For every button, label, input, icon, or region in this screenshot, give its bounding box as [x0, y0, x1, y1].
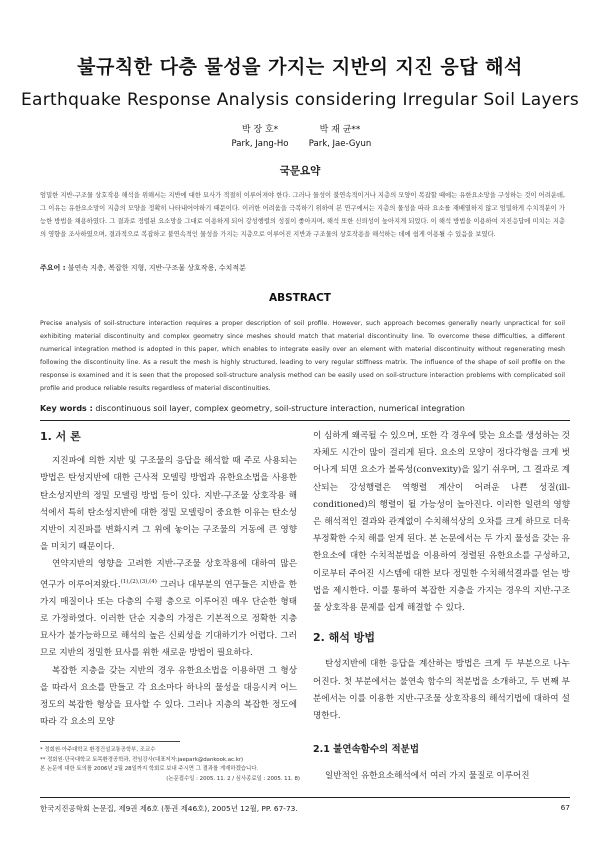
left-column — [40, 428, 297, 731]
method-heading: 2. 해석 방법 — [313, 631, 375, 645]
page-number: 67 — [560, 803, 570, 812]
korean-keywords-list: 불연속 지층, 복잡한 지형, 지반-구조물 상호작용, 수치적분 — [67, 264, 246, 272]
footnote-3: 본 논문에 대한 토의를 2006년 2월 28일까지 학회로 보내 주시면 그 결과를 게재하겠습니다. — [40, 766, 259, 772]
korean-keywords-label: 주요어 : — [40, 264, 66, 272]
english-keywords — [40, 404, 570, 413]
korean-abstract-body: 엄밀한 지반-구조물 상호작용 해석을 위해서는 지반에 대한 묘사가 적절히 이루어져야 한다. 그러나 물성이 불연속적이거나 지층의 모양이 복잡할 때에는 유한요소망을 구성하는 것이 어려운데, 그 이유는 유한요소망이 지층의 모양을 정확히 나타내어야하기 때문이다. 이러한 어려움을 극복하기 위하여 본 연구에서는 지층의 물성을 따라 요소를 재배열하지 않고 엄밀하게 수치적분이 가능한 방법을 채용하였다. 그 결과로 정렬된 요소망을 그대로 이용하게 되어 강성행렬의 성질이 좋아지며, 해석 또한 신뢰성이 높아지게 되었다. 이 해석 방법을 이용하여 지진응답에 미치는 지층의 영향을 조사하였으며, 결과적으로 복잡하고 불연속적인 물성을 가지는 지층으로 이루어진 지반과 구조물의 상호작용을 해석하는 데에 쉽게 이용될 수 있음을 보였다. — [40, 192, 565, 238]
english-keywords-list: discontinuous soil layer, complex geometry, soil-structure interaction, numerical integration — [95, 404, 465, 413]
english-keywords-label: Key words : — [40, 404, 93, 413]
journal-citation: 한국지진공학회 논문집, 제9권 제6호 (통권 제46호), 2005년 12월, PP. 67-73. — [40, 804, 298, 813]
keywords-divider — [40, 420, 570, 421]
footer-divider — [40, 797, 570, 798]
korean-abstract-heading: 국문요약 — [279, 165, 321, 177]
introduction-heading: 1. 서 론 — [40, 430, 81, 443]
footnote-2: ** 정회원·단국대학교 토목환경공학과, 전임강사(대표저자:jaepark@dankook.ac.kr) — [40, 756, 244, 763]
intro-paragraph-2-text-b: 그러나 대부분의 연구들은 지반을 한 가지 매질이나 또는 다층의 수평 층으로 이루어진 매우 단순한 형태로 가정하였다. 이러한 단순 지층의 가정은 기본적으로 정확한 지층 묘사가 불가능하므로 해석의 높은 신뢰성을 기대하기가 어렵다. 그러므로 지반의 정밀한 묘사를 위한 새로운 방법이 필요하다. — [40, 579, 297, 659]
intro-paragraph-2 — [40, 556, 297, 662]
author-2 — [295, 122, 385, 149]
footnote-divider — [40, 741, 180, 742]
intro-paragraph-2-text-a: 연약지반의 영향을 고려한 지반-구조물 상호작용에 대하여 많은 연구가 이루어져왔다. — [40, 559, 297, 590]
intro-paragraph-3: 복잡한 지층을 갖는 지반의 경우 유한요소법을 이용하면 그 형상을 따라서 요소를 만들고 각 요소마다 하나의 물성을 대응시켜 어느 정도의 복잡한 형상을 묘사할 수 있다. 그러나 지층의 복잡한 정도에 따라 각 요소의 모양 — [40, 665, 297, 728]
method-paragraph-1: 탄성지반에 대한 응답을 계산하는 방법은 크게 두 부분으로 나누어진다. 첫 부분에서는 불연속 함수의 적분법을 소개하고, 두 번째 부분에서는 이를 이용한 지반-구조물 상호작용의 해석기법에 대하여 설명한다. — [313, 659, 570, 722]
right-paragraph-1: 이 심하게 왜곡될 수 있으며, 또한 각 경우에 맞는 요소를 생성하는 것 자체도 시간이 많이 걸리게 된다. 요소의 모양이 정다각형을 크게 벗어나게 되면 요소가 볼록성(convexity)을 잃기 쉬우며, 그 결과로 계산되는 강성행렬은 역행렬 계산이 어려운 나쁜 성질(ill-conditioned)의 행렬이 될 가능성이 높아진다. 이러한 일련의 영향은 해석적인 결과와 관계없이 수치해석상의 오차를 크게 하므로 더욱 부정확한 수치 해를 얻게 된다. 본 논문에서는 두 가지 물성을 갖는 유한요소에 대한 수치적분법을 이용하여 정렬된 유한요소를 구성하고, 이로부터 주어진 시스템에 대한 보다 정밀한 수치해석결과를 얻는 방법을 제시한다. 이를 통하여 복잡한 지층을 가지는 경우의 지반-구조물 상호작용 문제를 쉽게 해결할 수 있다. — [313, 431, 570, 614]
author-1 — [215, 122, 305, 149]
footnote-1: * 정회원·아주대학교 환경건설교통공학부, 조교수 — [40, 747, 156, 753]
subsection-paragraph-1: 일반적인 유한요소해석에서 여러 가지 물질로 이루어진 — [325, 771, 530, 782]
english-abstract-body: Precise analysis of soil-structure interaction requires a proper description of soil profile. However, such approach becomes generally nearly unpractical for soil exhibiting material discontinuity and complex geometry since meshes should match that material discontinuity line. To overcome these difficulties, a different numerical integration method is adopted in this paper, which enables to integrate easily over an element with material discontinuity without regenerating mesh following the discontinuity line. As a result the mesh is highly structured, leading to very regular stiffness matrix. The influence of the shape of soil profile on the response is examined and it is seen that the proposed soil-structure analysis method can be easily used on soil-structure interaction problems with complicated soil profile and produce reliable results regardless of material discontinuities. — [40, 320, 565, 392]
paper-title-korean: 불규칙한 다층 물성을 가지는 지반의 지진 응답 해석 — [77, 56, 523, 78]
right-column — [313, 428, 570, 786]
author-1-english: Park, Jang-Ho — [231, 139, 289, 149]
paper-title-english: Earthquake Response Analysis considering Irregular Soil Layers — [21, 90, 579, 110]
author-1-korean: 박 장 호* — [241, 125, 279, 135]
korean-keywords — [40, 263, 570, 273]
footnote-4: (논문접수일 : 2005. 11. 2 / 심사종료일 : 2005. 11. 8) — [166, 775, 300, 782]
subsection-heading: 2.1 불연속함수의 적분법 — [313, 744, 420, 756]
author-2-korean: 박 재 균** — [319, 125, 361, 135]
footnotes — [40, 746, 300, 784]
intro-paragraph-1: 지진파에 의한 지반 및 구조물의 응답을 해석할 때 주로 사용되는 방법은 탄성지반에 대한 근사적 모델링 방법과 유한요소법을 사용한 탄소성지반의 정밀 모델링 방법 등이 있다. 지반-구조물 상호작용 해석에서 특히 탄소성지반에 대한 정밀 모델링이 중요한 이유는 탄소성지반이 지진파를 변화시켜 그 위에 놓이는 구조물의 거동에 큰 영향을 미치기 때문이다. — [40, 456, 297, 553]
citation-reference: (1),(2),(3),(4) — [120, 578, 157, 585]
author-2-english: Park, Jae-Gyun — [308, 139, 372, 149]
page-footer — [40, 803, 570, 814]
english-abstract-heading: ABSTRACT — [269, 292, 331, 304]
